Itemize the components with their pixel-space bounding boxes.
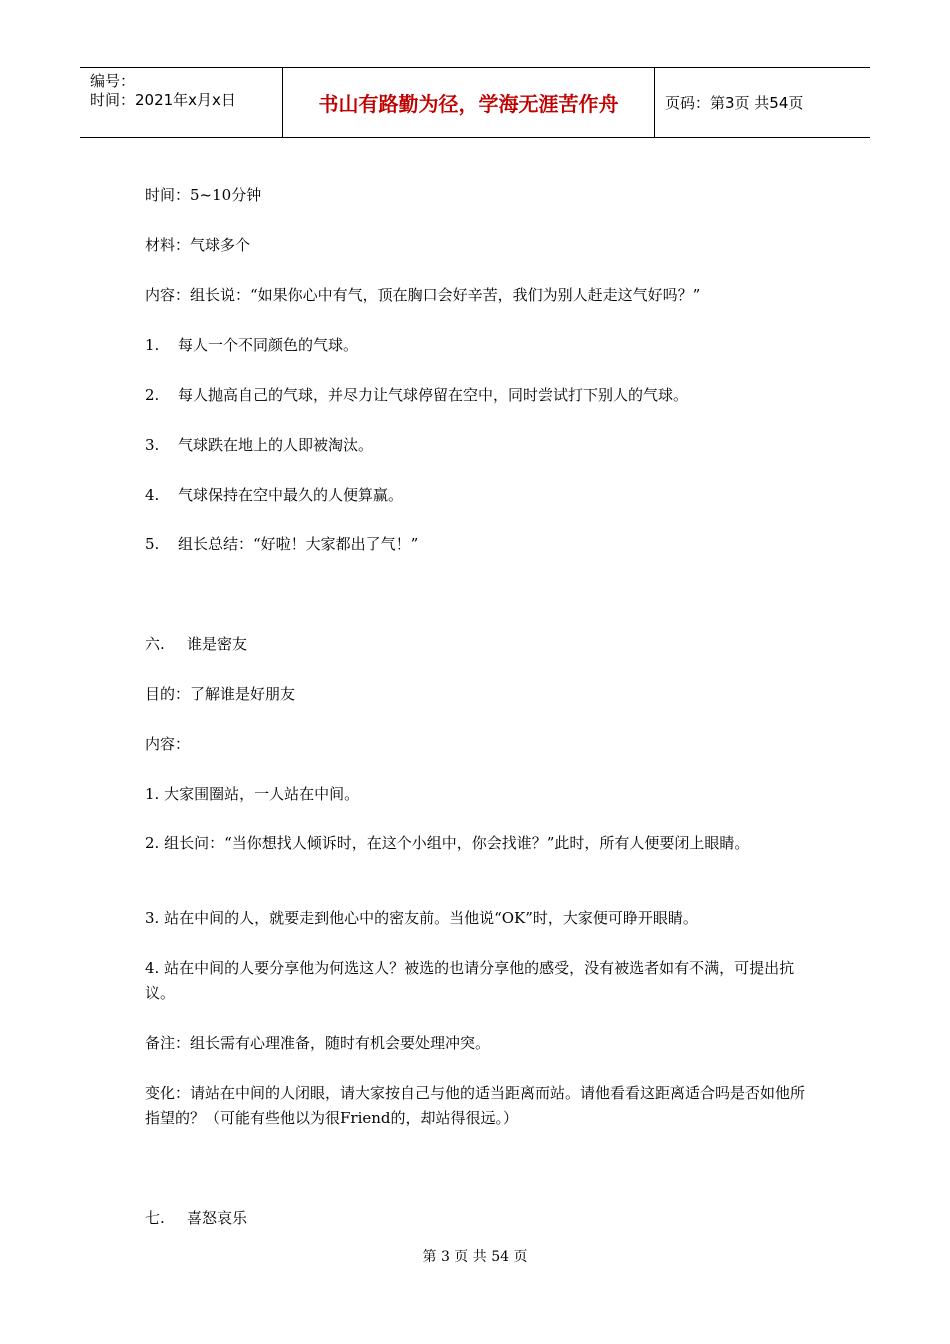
note-line: 备注：组长需有心理准备，随时有机会要处理冲突。 [145, 1034, 491, 1052]
step-number: 4. [145, 486, 160, 504]
step-text: 气球保持在空中最久的人便算赢。 [178, 486, 404, 504]
content-label: 内容： [145, 735, 191, 753]
step-item [145, 532, 815, 557]
section-number: 六. [145, 635, 165, 653]
step-text: 气球跌在地上的人即被淘汰。 [178, 436, 374, 454]
serial-label: 编号： [90, 72, 136, 90]
page-footer: 第 3 页 共 54 页 [422, 1249, 528, 1265]
list-item: 3. 站在中间的人，就要走到他心中的密友前。当他说“OK”时，大家便可睁开眼睛。 [145, 909, 698, 927]
step-number: 5. [145, 535, 160, 553]
section-title: 喜怒哀乐 [187, 1209, 248, 1227]
list-item: 1. 大家围圈站，一人站在中间。 [145, 785, 360, 803]
section-heading [145, 1206, 815, 1231]
page-header [80, 67, 870, 138]
step-number: 3. [145, 436, 160, 454]
step-item [145, 483, 815, 508]
list-item: 4. 站在中间的人要分享他为何选这人？被选的也请分享他的感受，没有被选者如有不满，可提出抗议。 [145, 959, 795, 1002]
date-line: 时间：2021年x月x日 [90, 91, 236, 109]
purpose-line: 目的：了解谁是好朋友 [145, 685, 296, 703]
step-item [145, 333, 815, 358]
time-line: 时间：5~10分钟 [145, 186, 262, 204]
step-number: 1. [145, 336, 160, 354]
header-page-info: 页码：第3页 共54页 [665, 94, 804, 112]
intro-line: 内容：组长说：“如果你心中有气，顶在胸口会好辛苦，我们为别人赶走这气好吗？” [145, 286, 701, 304]
section-number: 七. [145, 1209, 165, 1227]
list-item: 2. 组长问：“当你想找人倾诉时，在这个小组中，你会找谁？”此时，所有人便要闭上眼睛。 [145, 834, 750, 852]
step-text: 组长总结：“好啦！大家都出了气！” [178, 535, 419, 553]
step-item [145, 433, 815, 458]
step-number: 2. [145, 386, 160, 404]
step-text: 每人抛高自己的气球，并尽力让气球停留在空中，同时尝试打下别人的气球。 [178, 386, 689, 404]
section-heading [145, 632, 815, 657]
step-text: 每人一个不同颜色的气球。 [178, 336, 359, 354]
step-item [145, 383, 815, 408]
variation-line: 变化：请站在中间的人闭眼，请大家按自己与他的适当距离而站。请他看看这距离适合吗是否如他所指望的？（可能有些他以为很Friend的，却站得很远。） [145, 1084, 806, 1127]
header-motto: 书山有路勤为径，学海无涯苦作舟 [282, 68, 655, 137]
materials-line: 材料：气球多个 [145, 236, 251, 254]
section-title: 谁是密友 [187, 635, 248, 653]
header-left-cell [80, 68, 282, 137]
